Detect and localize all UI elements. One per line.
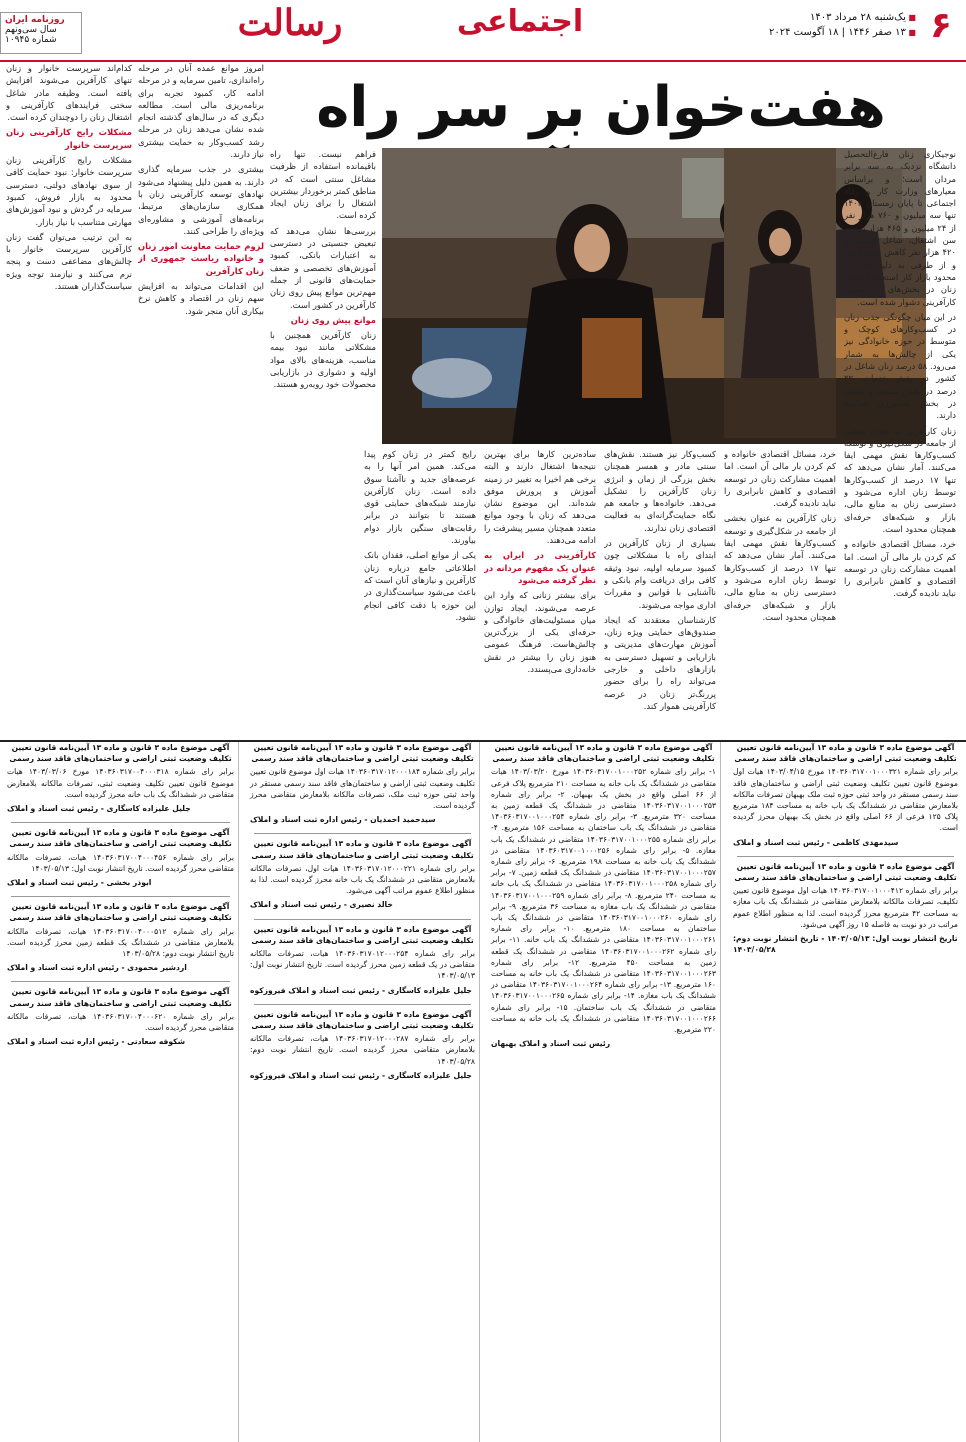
newspaper-logo: رسالت [237, 2, 343, 44]
divider [254, 1004, 471, 1005]
notice-body: برابر رای شماره ۱۴۰۳۶۰۳۱۷۰۰۴۰۰۰۶۲۰ هیات، تصرفات مالکانه متقاضی محرز گردیده است. [7, 1011, 234, 1033]
notice-body: برابر رای شماره ۱۴۰۳۶۰۳۱۷۰۰۴۰۰۰۳۱۸ مورخ ۱۴۰۳/۰۳/۰۶ هیات موضوع قانون تعیین تکلیف وضعیت ثبتی، تصرفات مالکانه بلامعارض متقاضی در ششدانگ یک باب خانه محرز گردیده است. [7, 767, 234, 799]
article-paragraph: زنان کارآفرین به عنوان بخشی از جامعه در شکل‌گیری و توسعه کسب‌وکارها نقش مهمی ایفا می‌کنند. آمار نشان می‌دهد که تنها ۱۷ درصد از کسب‌وکارها توسط زنان اداره می‌شود و دسترسی زنان به منابع مالی، بازار و شبکه‌های حرفه‌ای همچنان محدود است. [844, 425, 956, 534]
date-block [769, 10, 916, 40]
notice-signature: سیدحمید احمدیان - رئیس اداره ثبت اسناد و املاک [250, 815, 436, 825]
section-title: اجتماعی [456, 4, 584, 39]
article-paragraph: نوجیکاری زنان فارغ‌التحصیل دانشگاه نزدیک به سه برابر مردان است؛ و براساس معیارهای وزارت کار و رفاه اجتماعی تا پایان زمستان ۱۴۰۲ تنها سه میلیون و ۷۶۰ هزار نفر از ۲۴ میلیون و ۴۶۵ هزار زن در سن اشتغال، شاغل هستند و ۴۲۰ هزار نفر کاهش یافته است و از طرفی به دلیل ظرفیت محدود بازار کار استعداد اشتغال زنان در بخش‌های غیررسمی، کارآفرینی دشوار شده است. [844, 149, 956, 307]
notice-signature: رئیس ثبت اسناد و املاک بهبهان [491, 1039, 611, 1049]
pull-quote: لزوم حمایت معاونت امور زنان و خانواده ریاست جمهوری از زنان کارآفرین [138, 241, 264, 276]
notice-title: آگهی موضوع ماده ۳ قانون و ماده ۱۳ آیین‌نامه قانون تعیین تکلیف وضعیت ثبتی اراضی و ساختمان‌های فاقد سند رسمی [251, 1009, 474, 1031]
article-paragraph: زنان کارآفرین همچنین با مشکلاتی مانند نبود بیمه مناسب، هزینه‌های بالای مواد اولیه و دشواری در بازاریابی محصولات خود روبه‌رو هستند. [270, 330, 376, 390]
article-paragraph: زنان کارآفرین به عنوان بخشی از جامعه در شکل‌گیری و توسعه کسب‌وکارها نقش مهمی ایفا می‌کنند. آمار نشان می‌دهد که تنها ۱۷ درصد از کسب‌وکارها توسط زنان اداره می‌شود و دسترسی زنان به منابع مالی، بازار و شبکه‌های حرفه‌ای همچنان محدود است. [724, 513, 836, 622]
article-column-1 [844, 148, 956, 734]
article-paragraph: این اقدامات می‌تواند به افزایش سهم زنان در اقتصاد و کاهش نرخ بیکاری آنان منجر شود. [138, 281, 264, 316]
article-paragraph: ساده‌ترین کارها برای بهترین نتیجه‌ها اشتغال دارند و البته برخی هم اخیرا به تغییر در زمینه آموزش و پرورش موفق شده‌اند. این موضوع نشان می‌دهد که زنان با وجود موانع متعدد همچنان مسیر پیشرفت را ادامه می‌دهند. [484, 449, 596, 546]
date-line-2: ■ ۱۳ صفر ۱۴۴۶ | ۱۸ آگوست ۲۰۲۴ [769, 25, 916, 40]
notice-column-2 [487, 742, 721, 1442]
notice [3, 986, 238, 1047]
article-paragraph: کسب‌وکار نیز هستند. نقش‌های سنتی مادر و همسر همچنان بخش بزرگی از زمان و انرژی زنان کارآفرین را تشکیل می‌دهد. خانواده‌ها و جامعه هم نگاه حمایت‌گرانه‌ای به فعالیت اقتصادی زنان ندارند. [604, 449, 716, 533]
workshop-photo-inset [724, 148, 836, 438]
date-line-1: ■ یک‌شنبه ۲۸ مرداد ۱۴۰۳ [769, 10, 916, 25]
article-paragraph: به این ترتیب می‌توان گفت زنان کارآفرین سرپرست خانوار با چالش‌های مضاعفی دست و پنجه نرم می‌کنند و نیازمند توجه ویژه سیاست‌گذاران هستند. [6, 231, 132, 292]
article-paragraph: رایج کمتر در زنان کوم پیدا می‌کند. همین امر آنها را به عرصه‌های جدید و ناآشنا سوق داده است. زنان کارآفرین نیازمند شبکه‌های حمایتی قوی هستند تا بتوانند در برابر رقابت‌های سنگین بازار دوام بیاورند. [364, 449, 476, 546]
article-column-2 [604, 448, 716, 734]
issue-year: سال سی‌ونهم [5, 25, 57, 35]
notice-body: برابر رای شماره ۱۴۰۳۶۰۳۱۷۰۱۲۰۰۰۱۸۴ هیات اول موضوع قانون تعیین تکلیف وضعیت ثبتی اراضی و ساختمان‌های فاقد سند رسمی مستقر در واحد ثبتی حوزه ثبت ملک، تصرفات مالکانه بلامعارض متقاضی محرز گردیده است. [250, 767, 475, 811]
notice-title: آگهی موضوع ماده ۳ قانون و ماده ۱۳ آیین‌نامه قانون تعیین تکلیف وضعیت ثبتی اراضی و ساختمان‌های فاقد سند رسمی [9, 828, 232, 849]
article-paragraph: بیشتری در جذب سرمایه گذاری دارند. به همین دلیل پیشنهاد می‌شود نهادهای توسعه کارآفرینی زنان با همکاری سازمان‌های مرتبط، برنامه‌های آموزشی و مشاوره‌ای ویژه‌ای را طراحی کنند. [138, 164, 264, 236]
notice-signature: جلیل علیزاده کاسگاری - رئیس ثبت اسناد و املاک فیروزکوه [250, 1070, 472, 1080]
masthead [0, 0, 966, 62]
notice-column-1 [729, 742, 962, 1442]
issue-box [0, 12, 82, 54]
notice [246, 1009, 479, 1081]
notice-body: برابر رای شماره ۱۴۰۳۶۰۳۱۷۰۱۲۰۰۰۲۲۱ هیات اول، تصرفات مالکانه بلامعارض متقاضی در ششدانگ یک باب خانه محرز گردیده است. لذا به منظور اطلاع عموم مراتب آگهی می‌شود. [250, 863, 475, 896]
article-paragraph: مشکلات رایج کارآفرینی زنان سرپرست خانوار: نبود حمایت کافی از سوی نهادهای دولتی، دسترسی محدود به بازار فروش، کمبود سرمایه در گردش و نبود آموزش‌های مهارتی متناسب با نیاز بازار. [6, 155, 132, 227]
page-number: ۶ [930, 5, 952, 46]
pull-quote: موانع پیش روی زنان [290, 314, 376, 325]
article-paragraph: فراهم نیست. تنها راه باقیمانده استفاده از ظرفیت مشاغل سنتی است که در مناطق کمتر برخوردار بیشترین اشتغال را برای زنان ایجاد کرده است. [270, 149, 376, 221]
notice-title: آگهی موضوع ماده ۳ قانون و ماده ۱۳ آیین‌نامه قانون تعیین تکلیف وضعیت ثبتی اراضی و ساختمان‌های فاقد سند رسمی [9, 987, 232, 1008]
notice-body: برابر رای شماره ۱۴۰۳۶۰۳۱۷۰۰۱۰۰۰۳۲۱ مورخ ۱۴۰۳/۰۴/۱۵ هیات اول موضوع قانون تعیین تکلیف وضعیت ثبتی اراضی و ساختمان‌های فاقد سند رسمی مستقر در واحد ثبتی حوزه ثبت ملک بهبهان تصرفات مالکانه بلامعارض متقاضی در ششدانگ یک باب خانه به مساحت ۱۸۴ مترمربع پلاک ۱۲۵ فرعی از ۶۶ اصلی واقع در بخش یک بهبهان محرز گردیده است. [733, 767, 959, 833]
article-paragraph: بسیاری از زنان کارآفرین در ابتدای راه با مشکلاتی چون کمبود سرمایه اولیه، نبود وثیقه کافی برای دریافت وام بانکی و ناآشنایی با قوانین و مقررات اداری مواجه می‌شوند. [604, 538, 716, 610]
article-paragraph: کدام‌اند سرپرست خانوار و زنان تنهای کارآفرین می‌شوند افزایش یافته است. وظیفه مادر شاغل سختی فرایندهای کارآفرینی و اشتغال زنان را دوچندان کرده است. [6, 63, 132, 123]
divider [11, 981, 230, 982]
notice [246, 924, 479, 996]
notice-title: آگهی موضوع ماده ۳ قانون و ماده ۱۳ آیین‌نامه قانون تعیین تکلیف وضعیت ثبتی اراضی و ساختمان‌های فاقد سند رسمی [734, 861, 957, 883]
article-paragraph: امروز موانع عمده آنان در مرحله راه‌اندازی، تامین سرمایه و در مرحله ادامه کار، کمبود تجربه برای برنامه‌ریزی مالی است. مطالعه دیگری که در سال‌های گذشته انجام شده نشان می‌دهد زنان در مرحله رشد کسب‌وکار به حمایت بیشتری نیاز دارند. [138, 63, 264, 160]
notice-signature: سیدمهدی کاظمی - رئیس ثبت اسناد و املاک [733, 837, 899, 847]
divider [254, 833, 471, 834]
notice-column-3 [246, 742, 480, 1442]
notice [3, 901, 238, 973]
legal-notices [0, 740, 966, 1442]
brand-label: روزنامه ایران [5, 15, 65, 25]
notice-title: آگهی موضوع ماده ۳ قانون و ماده ۱۳ آیین‌نامه قانون تعیین تکلیف وضعیت ثبتی اراضی و ساختمان‌های فاقد سند رسمی [9, 743, 232, 764]
notice-signature: جلیل علیزاده کاسگاری - رئیس ثبت اسناد و املاک فیروزکوه [250, 985, 472, 995]
article-paragraph: خرد، مسائل اقتصادی خانواده و کم کردن بار مالی آن است. اما اهمیت مشارکت زنان در توسعه اقتصادی و کاهش نابرابری را نباید نادیده گرفت. [724, 449, 836, 509]
notice-signature: خالد نصیری - رئیس ثبت اسناد و املاک [250, 900, 393, 910]
divider [254, 919, 471, 920]
article-paragraph: در این میان چگونگی جذب زنان در کسب‌وکارهای کوچک و متوسط در حوزه خانوادگی نیز یکی از چالش‌ها به شمار می‌رود. ۵۸ درصد زنان شاغل در کشور در بخش خدمات، ۲۲ درصد در بخش صنعت و مابقی در بخش کشاورزی فعالیت دارند. [844, 311, 956, 421]
article-column-5 [270, 148, 376, 734]
notice [3, 827, 238, 888]
notice-title: آگهی موضوع ماده ۳ قانون و ماده ۱۳ آیین‌نامه قانون تعیین تکلیف وضعیت ثبتی اراضی و ساختمان‌های فاقد سند رسمی [251, 839, 474, 860]
notice-signature: ابوذر بخشی - رئیس ثبت اسناد و املاک [7, 878, 152, 888]
notice-body: برابر رای شماره ۱۴۰۳۶۰۳۱۷۰۱۲۰۰۰۲۸۷ هیات، تصرفات مالکانه بلامعارض متقاضی محرز گردیده است. تاریخ انتشار نوبت دوم: ۱۴۰۳/۰۵/۲۸ [250, 1034, 475, 1066]
notice-title: آگهی موضوع ماده ۳ قانون و ماده ۱۳ آیین‌نامه قانون تعیین تکلیف وضعیت ثبتی اراضی و ساختمان‌های فاقد سند رسمی [492, 743, 715, 764]
article-column-4 [364, 448, 476, 734]
article-paragraph: یکی از موانع اصلی، فقدان بانک اطلاعاتی جامع درباره زنان کارآفرین و نیازهای آنان است که باعث می‌شود سیاست‌گذاری در این حوزه با دقت کافی انجام نشود. [364, 550, 476, 622]
notice [246, 838, 479, 910]
headline: هفت‌خوان بر سر راه [316, 75, 886, 140]
pull-quote: مشکلات رایج کارآفرینی زنان سرپرست خانوار [6, 127, 132, 150]
article-paragraph: برای بیشتر زنانی که وارد این عرصه می‌شوند، ایجاد توازن میان مسئولیت‌های خانوادگی و حرفه‌ای یکی از بزرگ‌ترین چالش‌هاست. فرهنگ عمومی هنوز زنان را بیشتر در نقش خانه‌داری می‌پسندد. [484, 590, 596, 675]
article-column-1b [724, 148, 836, 438]
notice [729, 742, 962, 848]
notice-signature: جلیل علیزاده کاسگاری - رئیس ثبت اسناد و املاک [7, 804, 191, 814]
article-paragraph: کارشناسان معتقدند که ایجاد صندوق‌های حمایتی ویژه زنان، آموزش مهارت‌های مدیریتی و بازاریابی و تسهیل دسترسی به بازارهای داخلی و خارجی می‌تواند راه را برای حضور پررنگ‌تر زنان در عرصه کارآفرینی هموار کند. [604, 614, 716, 711]
notice [487, 742, 720, 1049]
notice-title: آگهی موضوع ماده ۳ قانون و ماده ۱۳ آیین‌نامه قانون تعیین تکلیف وضعیت ثبتی اراضی و ساختمان‌های فاقد سند رسمی [251, 743, 474, 764]
article-paragraph: بررسی‌ها نشان می‌دهد که تبعیض جنسیتی در دسترسی به اعتبارات بانکی، کمبود آموزش‌های تخصصی و ضعف حمایت‌های قانونی از جمله مهم‌ترین موانع پیش روی زنان کارآفرین در کشور است. [270, 225, 376, 310]
pull-quote: کارآفرینی در ایران به عنوان یک مفهوم مردانه در نظر گرفته می‌شود [484, 550, 596, 585]
notice-title: آگهی موضوع ماده ۳ قانون و ماده ۱۳ آیین‌نامه قانون تعیین تکلیف وضعیت ثبتی اراضی و ساختمان‌های فاقد سند رسمی [251, 924, 474, 945]
notice-signature: شکوفه سعادتی - رئیس اداره ثبت اسناد و املاک [7, 1037, 186, 1047]
notice-body: برابر رای شماره ۱۴۰۳۶۰۳۱۷۰۰۴۰۰۰۵۱۲ هیات، تصرفات مالکانه بلامعارض متقاضی در ششدانگ یک قطعه زمین محرز گردیده است. تاریخ انتشار نوبت دوم: ۱۴۰۳/۰۵/۲۸ [7, 926, 234, 959]
notice-column-4 [3, 742, 239, 1442]
notice-body: برابر رای شماره ۱۴۰۳۶۰۳۱۷۰۱۲۰۰۰۲۵۴ هیات، تصرفات مالکانه متقاضی در یک قطعه زمین محرز گردیده است. تاریخ انتشار نوبت اول: ۱۴۰۳/۰۵/۱۳ [250, 949, 475, 981]
divider [11, 896, 230, 897]
divider [11, 822, 230, 823]
divider [737, 856, 954, 857]
article-paragraph: خرد، مسائل اقتصادی خانواده و کم کردن بار مالی آن است. اما اهمیت مشارکت زنان در توسعه اقتصادی و کاهش نابرابری را نباید نادیده گرفت. [844, 539, 956, 599]
notice-body: برابر رای شماره ۱۴۰۳۶۰۳۱۷۰۰۱۰۰۰۴۱۲ هیات اول موضوع قانون تعیین تکلیف، تصرفات مالکانه بلامعارض متقاضی در ششدانگ یک باب مغازه به مساحت ۴۲ مترمربع محرز گردیده است. لذا به منظور اطلاع عموم مراتب در دو نوبت به فاصله ۱۵ روز آگهی می‌شود. [733, 886, 958, 929]
article-column-1c [724, 448, 836, 734]
notice-title: آگهی موضوع ماده ۳ قانون و ماده ۱۳ آیین‌نامه قانون تعیین تکلیف وضعیت ثبتی اراضی و ساختمان‌های فاقد سند رسمی [734, 743, 957, 764]
notice [3, 742, 238, 814]
notice [246, 742, 479, 825]
notice-title: آگهی موضوع ماده ۳ قانون و ماده ۱۳ آیین‌نامه قانون تعیین تکلیف وضعیت ثبتی اراضی و ساختمان‌های فاقد سند رسمی [9, 902, 232, 923]
article-column-7 [6, 62, 132, 734]
notice-body: ۱- برابر رای شماره ۱۴۰۳۶۰۳۱۷۰۰۱۰۰۰۲۵۲ مورخ ۱۴۰۳/۰۳/۲۰ هیات متقاضی در ششدانگ یک باب خانه به مساحت ۲۱۰ مترمربع پلاک فرعی از ۶۶ اصلی واقع در بخش یک بهبهان. ۲- برابر رای شماره ۱۴۰۳۶۰۳۱۷۰۰۱۰۰۰۲۵۳ متقاضی در ششدانگ یک قطعه زمین به مساحت ۳۲۰ مترمربع. ۳- برابر رای شماره ۱۴۰۳۶۰۳۱۷۰۰۱۰۰۰۲۵۴ متقاضی در ششدانگ یک باب ساختمان به مساحت ۱۵۶ مترمربع. ۴- برابر رای شماره ۱۴۰۳۶۰۳۱۷۰۰۱۰۰۰۲۵۵ متقاضی در ششدانگ یک باب مغازه. ۵- برابر رای شماره ۱۴۰۳۶۰۳۱۷۰۰۱۰۰۰۲۵۶ متقاضی در ششدانگ یک باب خانه به مساحت ۱۹۸ مترمربع. ۶- برابر رای شماره ۱۴۰۳۶۰۳۱۷۰۰۱۰۰۰۲۵۷ متقاضی در ششدانگ یک قطعه زمین. ۷- برابر رای شماره ۱۴۰۳۶۰۳۱۷۰۰۱۰۰۰۲۵۸ متقاضی در ششدانگ یک باب خانه به مساحت ۲۴۰ مترمربع. ۸- برابر رای شماره ۱۴۰۳۶۰۳۱۷۰۰۱۰۰۰۲۵۹ متقاضی در ششدانگ یک باب مغازه به مساحت ۳۶ مترمربع. ۹- برابر رای شماره ۱۴۰۳۶۰۳۱۷۰۰۱۰۰۰۲۶۰ متقاضی در ششدانگ یک باب ساختمان به مساحت ۱۸۰ مترمربع. ۱۰- برابر رای شماره ۱۴۰۳۶۰۳۱۷۰۰۱۰۰۰۲۶۱ متقاضی در ششدانگ یک باب خانه. ۱۱- برابر رای شماره ۱۴۰۳۶۰۳۱۷۰۰۱۰۰۰۲۶۲ متقاضی در ششدانگ یک قطعه زمین به مساحت ۴۵۰ مترمربع. ۱۲- برابر رای شماره ۱۴۰۳۶۰۳۱۷۰۰۱۰۰۰۲۶۳ متقاضی در ششدانگ یک باب خانه به مساحت ۱۶۰ مترمربع. ۱۳- برابر رای شماره ۱۴۰۳۶۰۳۱۷۰۰۱۰۰۰۲۶۴ متقاضی در ششدانگ یک باب مغازه. ۱۴- برابر رای شماره ۱۴۰۳۶۰۳۱۷۰۰۱۰۰۰۲۶۵ متقاضی در ششدانگ یک باب ساختمان. ۱۵- برابر رای شماره ۱۴۰۳۶۰۳۱۷۰۰۱۰۰۰۲۶۶ متقاضی در ششدانگ یک باب خانه به مساحت ۲۲۰ مترمربع. [491, 767, 717, 1035]
notice-signature: تاریخ انتشار نوبت اول: ۱۴۰۳/۰۵/۱۳ - تاریخ انتشار نوبت دوم: ۱۴۰۳/۰۵/۲۸ [733, 934, 958, 955]
notice [729, 861, 962, 956]
article-column-6 [138, 62, 264, 734]
issue-number: شماره ۱۰۹۴۵ [5, 35, 57, 45]
article-column-3 [484, 448, 596, 734]
notice-body: برابر رای شماره ۱۴۰۳۶۰۳۱۷۰۰۴۰۰۰۴۵۶ هیات، تصرفات مالکانه متقاضی محرز گردیده است. تاریخ انتشار نوبت اول: ۱۴۰۳/۰۵/۱۳ [7, 852, 234, 873]
notice-signature: اردشیر محمودی - رئیس اداره ثبت اسناد و املاک [7, 963, 187, 973]
